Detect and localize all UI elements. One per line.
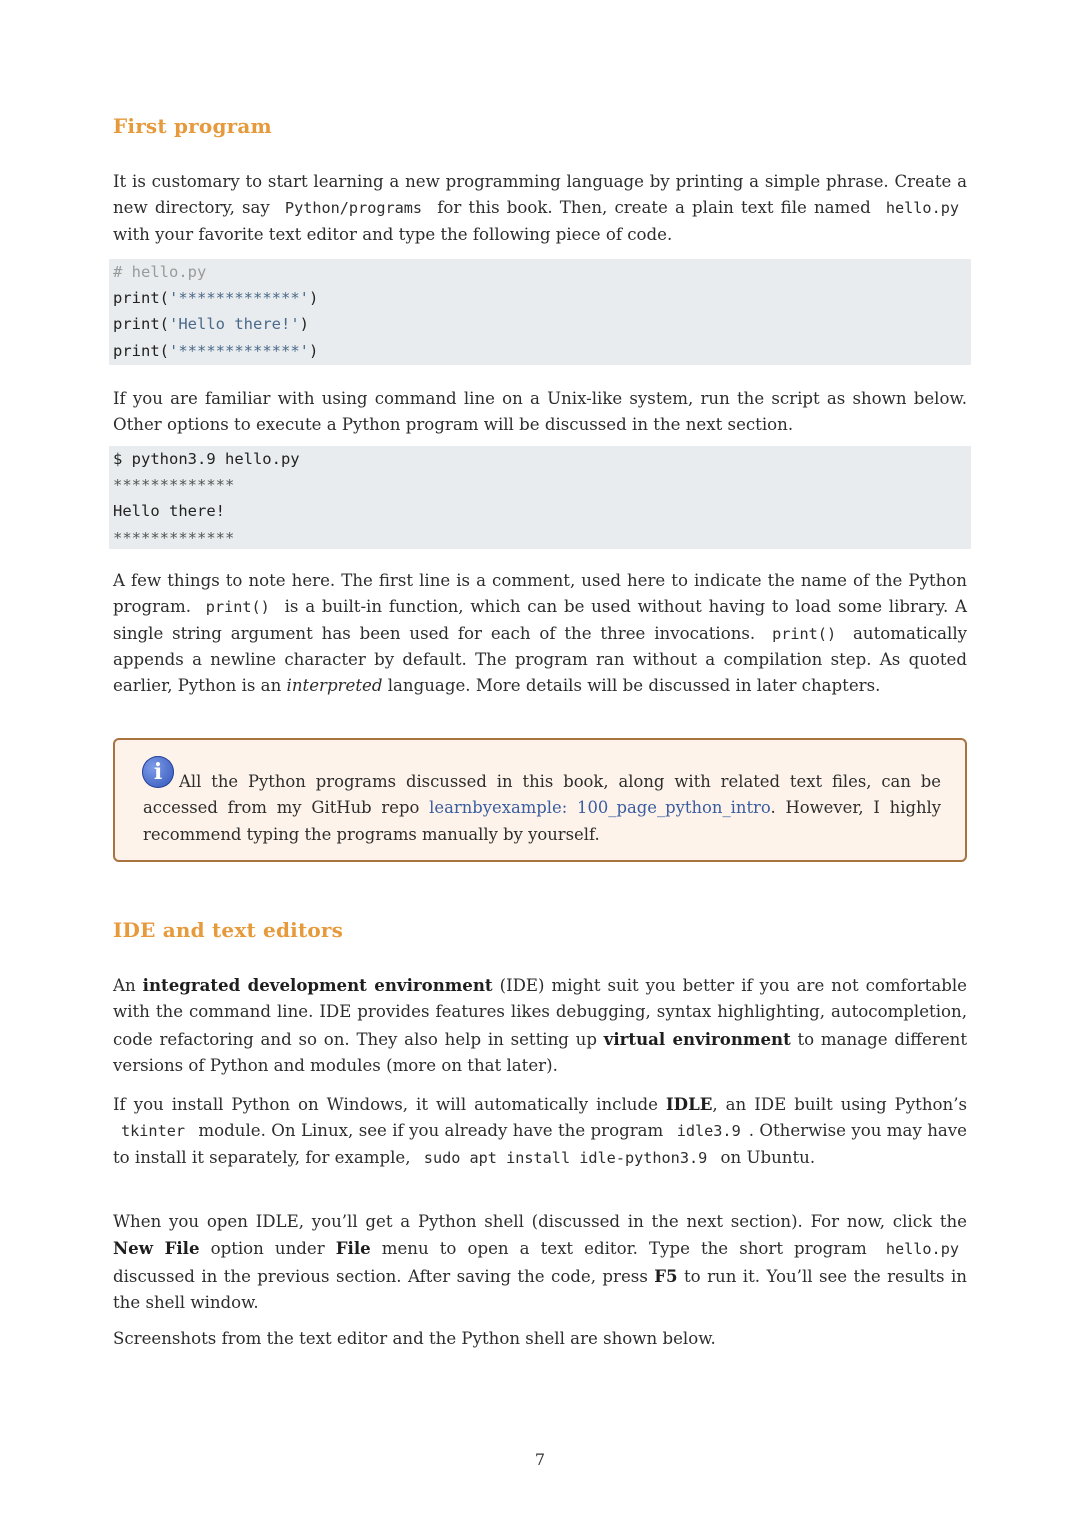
terminal-command: $ python3.9 hello.py	[113, 450, 300, 468]
terminal-output: *************	[113, 528, 235, 547]
terminal-output: Hello there!	[113, 502, 225, 521]
github-repo-link[interactable]: learnbyexample: 100_page_python_intro	[429, 798, 771, 818]
inline-code: sudo apt install idle-python3.9	[423, 1148, 708, 1167]
inline-code: hello.py	[885, 1240, 959, 1259]
paragraph-idle-usage: When you open IDLE, you’ll get a Python shell (discussed in the next section). For now, click the New File option under File menu to open a text editor. Type the short program hello.py discussed in the previous section. After saving the code, press F5 to run it. You’ll see the results in the shell window.	[113, 1212, 967, 1312]
inline-code-print: print()	[205, 598, 270, 617]
code-block-terminal	[109, 446, 971, 549]
paragraph-run-script: If you are familiar with using command line on a Unix-like system, run the script as shown below. Other options to execute a Python program will be discussed in the next section.	[113, 389, 967, 435]
inline-code: idle3.9	[676, 1122, 741, 1141]
code-line: print('*************')	[113, 289, 319, 308]
paragraph-idle-install: If you install Python on Windows, it will automatically include IDLE, an IDE built using Python’s tkinter module. On Linux, see if you already have the program idle3.9 . Otherwise you may have to install it separately, for example, sudo apt install idle-python3.9 on Ubuntu.	[113, 1094, 967, 1167]
paragraph-ide-intro: An integrated development environment (IDE) might suit you better if you are not comfortable with the command line. IDE provides features likes debugging, syntax highlighting, autocompletion, code refactoring and so on. They also help in setting up virtual environment to manage different versions of Python and modules (more on that later).	[113, 975, 967, 1075]
bold-term: IDLE	[665, 1094, 713, 1114]
paragraph-screenshots: Screenshots from the text editor and the Python shell are shown below.	[113, 1329, 716, 1348]
info-callout-box	[113, 738, 967, 862]
code-line: print('*************')	[113, 341, 319, 360]
paragraph-notes: A few things to note here. The first line is a comment, used here to indicate the name of the Python program. print() is a built-in function, which can be used without having to load some library. A single string argument has been used for each of the three invocations. print() automatically appends a newline character by default. The program ran without a compilation step. As quoted earlier, Python is an interpreted language. More details will be discussed in later chapters.	[113, 571, 968, 696]
inline-code-filename: hello.py	[885, 199, 960, 218]
code-block-hello-py	[109, 259, 971, 365]
bold-term: File	[335, 1238, 371, 1259]
bold-term: integrated development environment	[142, 975, 493, 995]
page-number: 7	[534, 1450, 546, 1469]
inline-code-directory: Python/programs	[284, 199, 423, 218]
emphasis-interpreted: interpreted	[286, 676, 383, 696]
section-heading-ide: IDE and text editors	[113, 918, 344, 942]
code-comment: # hello.py	[113, 263, 207, 281]
section-heading-first-program: First program	[113, 114, 272, 138]
terminal-output: *************	[113, 476, 235, 495]
bold-term: virtual environment	[603, 1028, 791, 1049]
inline-code: tkinter	[121, 1122, 186, 1141]
callout-text: All the Python programs discussed in this book, along with related text files, can be accessed from my GitHub repo learnbyexample: 100_page_python_intro. However, I highly recommend typing the programs manually by yourself.	[143, 772, 941, 844]
bold-term: New File	[113, 1238, 200, 1259]
bold-term: F5	[654, 1265, 678, 1286]
inline-code-print: print()	[772, 624, 837, 643]
code-line: print('Hello there!')	[113, 315, 309, 334]
paragraph-intro: It is customary to start learning a new programming language by printing a simple phrase. Create a new directory, say Python/programs for this book. Then, create a plain text file named hello.py with your favorite text editor and type the following piece of code.	[113, 172, 967, 244]
info-icon: i	[142, 756, 174, 788]
